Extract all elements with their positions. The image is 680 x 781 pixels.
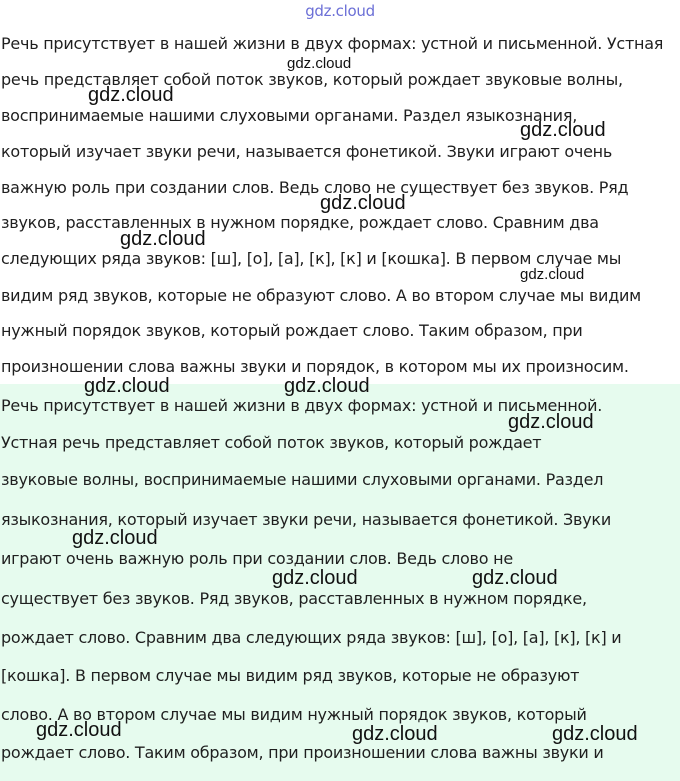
answer-line: существует без звуков. Ряд звуков, расставленных в нужном порядке,	[1, 589, 587, 608]
question-line: нужный порядок звуков, который рождает слово. Таким образом, при	[1, 321, 583, 340]
watermark: gdz.cloud	[36, 719, 122, 741]
answer-line: слово. А во втором случае мы видим нужный порядок звуков, который	[1, 705, 587, 724]
watermark: gdz.cloud	[320, 192, 406, 214]
question-line: произношении слова важны звуки и порядок, в котором мы их произносим.	[1, 357, 629, 376]
question-line: речь представляет собой поток звуков, который рождает звуковые волны,	[1, 70, 623, 89]
watermark: gdz.cloud	[352, 723, 438, 745]
question-line: следующих ряда звуков: [ш], [о], [а], [к], [к] и [кошка]. В первом случае мы	[1, 249, 622, 268]
watermark: gdz.cloud	[272, 567, 358, 589]
question-line: звуков, расставленных в нужном порядке, рождает слово. Сравним два	[1, 213, 599, 232]
question-line: видим ряд звуков, которые не образуют слово. А во втором случае мы видим	[1, 286, 641, 305]
question-line: который изучает звуки речи, называется фонетикой. Звуки играют очень	[1, 142, 613, 161]
answer-line: [кошка]. В первом случае мы видим ряд звуков, которые не образуют	[1, 666, 580, 685]
answer-line: рождает слово. Сравним два следующих ряда звуков: [ш], [о], [а], [к], [к] и	[1, 628, 622, 647]
answer-line: рождает слово. Таким образом, при произношении слова важны звуки и	[1, 743, 604, 762]
watermark: gdz.cloud	[287, 55, 352, 72]
watermark: gdz.cloud	[472, 567, 558, 589]
answer-line: языкознания, который изучает звуки речи, называется фонетикой. Звуки	[1, 510, 611, 529]
watermark: gdz.cloud	[284, 375, 370, 397]
question-line: воспринимаемые нашими слуховыми органами. Раздел языкознания,	[1, 106, 578, 125]
watermark: gdz.cloud	[120, 228, 206, 250]
watermark: gdz.cloud	[72, 527, 158, 549]
answer-line: Устная речь представляет собой поток звуков, который рождает	[1, 433, 542, 452]
question-line: важную роль при создании слов. Ведь слово не существует без звуков. Ряд	[1, 178, 629, 197]
watermark: gdz.cloud	[508, 411, 594, 433]
watermark: gdz.cloud	[520, 266, 585, 283]
watermark: gdz.cloud	[84, 375, 170, 397]
watermark: gdz.cloud	[520, 119, 606, 141]
watermark: gdz.cloud	[88, 84, 174, 106]
answer-line: играют очень важную роль при создании слов. Ведь слово не	[1, 549, 513, 568]
question-line: Речь присутствует в нашей жизни в двух формах: устной и письменной. Устная	[1, 34, 664, 53]
answer-line: звуковые волны, воспринимаемые нашими слуховыми органами. Раздел	[1, 470, 604, 489]
site-logo: gdz.cloud	[305, 2, 375, 20]
answer-line: Речь присутствует в нашей жизни в двух формах: устной и письменной.	[1, 396, 603, 415]
watermark: gdz.cloud	[552, 723, 638, 745]
